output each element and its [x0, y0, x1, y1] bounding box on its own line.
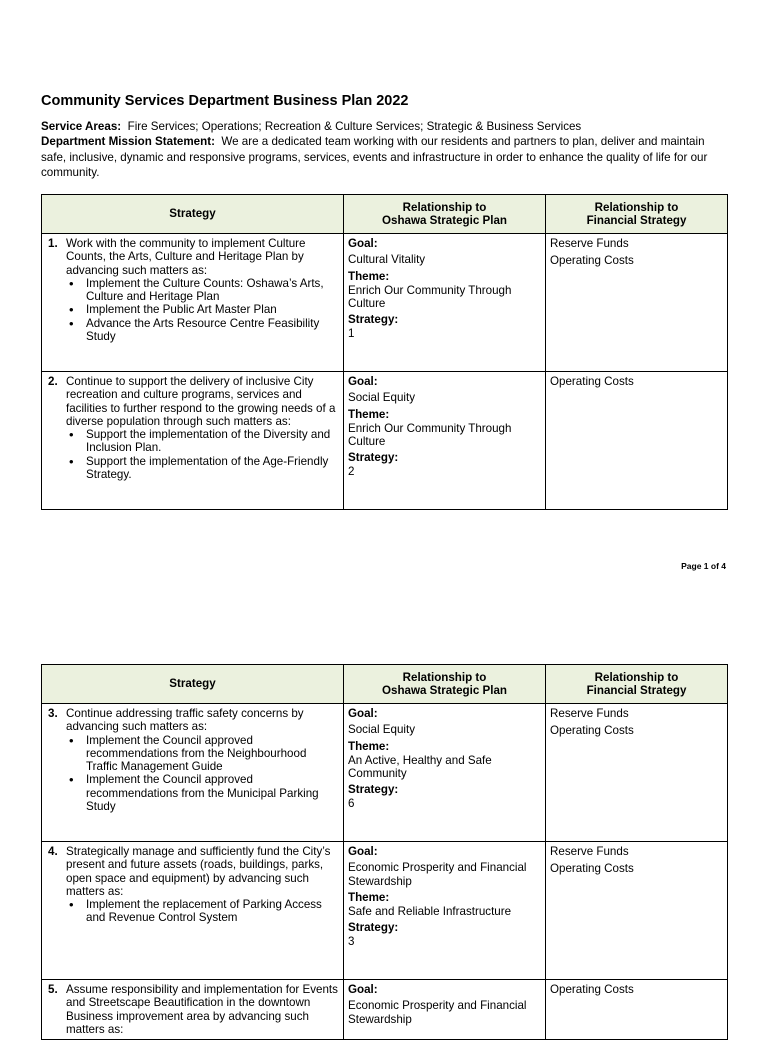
table-row [42, 842, 728, 980]
table-row [42, 234, 728, 372]
goal-value: Cultural Vitality [348, 253, 426, 267]
theme-label: Theme: [348, 269, 390, 283]
strategy-number: 4. [48, 845, 58, 858]
strategy-text: Assume responsibility and implementation for Events and Streetscape Beautification in the downtown Business improvement area by advancing such matters as: [66, 983, 338, 1036]
strategy-value: 3 [348, 934, 355, 948]
plan-cell [344, 372, 546, 510]
strategy-cell [42, 842, 344, 980]
strategy-cell [42, 704, 344, 842]
strategy-label: Strategy: [348, 313, 399, 327]
document-page-2 [0, 620, 768, 1036]
goal-label: Goal: [348, 983, 378, 996]
financial-cell [546, 234, 728, 372]
strategy-text: Work with the community to implement Culture Counts, the Arts, Culture and Heritage Plan by advancing such matters as: [66, 237, 306, 277]
theme-label: Theme: [348, 739, 390, 753]
header-relationship-financial: Relationship to Financial Strategy [546, 195, 728, 234]
header-relationship-plan: Relationship to Oshawa Strategic Plan [344, 665, 546, 704]
list-item: • Implement the Council approved recommendations from the Neighbourhood Traffic Management Guide [86, 734, 339, 774]
goal-label: Goal: [348, 375, 378, 388]
plan-cell [344, 842, 546, 980]
strategy-number: 2. [48, 375, 58, 388]
financial-item: Operating Costs [550, 254, 634, 268]
list-item: • Implement the Public Art Master Plan [86, 303, 339, 316]
strategy-cell [42, 372, 344, 510]
header-relationship-financial: Relationship to Financial Strategy [546, 665, 728, 704]
goal-value: Social Equity [348, 391, 416, 405]
strategy-number: 3. [48, 707, 58, 720]
financial-item: Reserve Funds [550, 845, 629, 858]
list-item: • Implement the Council approved recommendations from the Municipal Parking Study [86, 773, 339, 813]
goal-value: Economic Prosperity and Financial Stewardship [348, 999, 527, 1026]
header-strategy: Strategy [42, 195, 344, 234]
strategy-value: 1 [348, 326, 355, 340]
financial-cell [546, 704, 728, 842]
list-item: • Implement the replacement of Parking Access and Revenue Control System [86, 898, 339, 925]
strategy-cell [42, 980, 344, 1040]
strategy-text: Continue to support the delivery of inclusive City recreation and culture programs, services and facilities to further respond to the growing needs of a diverse population through such matters as: [66, 375, 336, 428]
header-relationship-plan: Relationship to Oshawa Strategic Plan [344, 195, 546, 234]
financial-item: Operating Costs [550, 983, 634, 996]
financial-item: Operating Costs [550, 375, 634, 388]
strategy-bullets [46, 428, 339, 481]
financial-item: Operating Costs [550, 862, 634, 876]
theme-label: Theme: [348, 890, 390, 904]
strategy-label: Strategy: [348, 783, 399, 797]
plan-cell [344, 704, 546, 842]
goal-label: Goal: [348, 845, 378, 858]
strategy-table-page-1 [41, 194, 728, 510]
strategy-bullets [46, 734, 339, 814]
list-item: • Support the implementation of the Diversity and Inclusion Plan. [86, 428, 339, 455]
theme-value: Enrich Our Community Through Culture [348, 421, 512, 449]
list-item: • Advance the Arts Resource Centre Feasibility Study [86, 317, 339, 344]
goal-label: Goal: [348, 237, 378, 250]
financial-item: Operating Costs [550, 724, 634, 738]
list-item: • Support the implementation of the Age-Friendly Strategy. [86, 455, 339, 482]
theme-value: Enrich Our Community Through Culture [348, 283, 512, 311]
theme-label: Theme: [348, 407, 390, 421]
theme-value: An Active, Healthy and Safe Community [348, 753, 492, 781]
strategy-text: Continue addressing traffic safety concerns by advancing such matters as: [66, 707, 304, 734]
list-item: • Implement the Culture Counts: Oshawa’s Arts, Culture and Heritage Plan [86, 277, 339, 304]
page-number: Page 1 of 4 [681, 561, 726, 571]
service-areas: Service Areas: Fire Services; Operations; Recreation & Culture Services; Strategic & Business Services [41, 120, 582, 133]
strategy-cell [42, 234, 344, 372]
theme-value: Safe and Reliable Infrastructure [348, 905, 512, 919]
header-strategy: Strategy [42, 665, 344, 704]
strategy-bullets [46, 277, 339, 343]
strategy-text: Strategically manage and sufficiently fund the City’s present and future assets (roads, buildings, parks, open space and equipment) by advancing such matters as: [66, 845, 331, 898]
table-row [42, 372, 728, 510]
strategy-label: Strategy: [348, 921, 399, 935]
table-row [42, 704, 728, 842]
goal-label: Goal: [348, 707, 378, 720]
strategy-number: 1. [48, 237, 58, 250]
strategy-value: 2 [348, 464, 355, 478]
table-header-row [42, 195, 728, 234]
mission-statement: Department Mission Statement: We are a dedicated team working with our residents and partners to plan, deliver and maintain safe, inclusive, dynamic and responsive programs, services, events and infrastructure in order to enhance the quality of life for our community. [41, 135, 708, 180]
financial-cell [546, 842, 728, 980]
financial-item: Reserve Funds [550, 237, 629, 250]
table-header-row [42, 665, 728, 704]
strategy-table-page-2 [41, 664, 728, 1040]
financial-cell [546, 980, 728, 1040]
goal-value: Economic Prosperity and Financial Stewardship [348, 861, 527, 888]
goal-value: Social Equity [348, 723, 416, 737]
strategy-bullets [46, 898, 339, 925]
strategy-number: 5. [48, 983, 58, 996]
financial-cell [546, 372, 728, 510]
plan-cell [344, 234, 546, 372]
document-title: Community Services Department Business Plan 2022 [41, 93, 409, 109]
department-header [41, 119, 731, 181]
plan-cell [344, 980, 546, 1040]
strategy-label: Strategy: [348, 451, 399, 465]
strategy-value: 6 [348, 796, 355, 810]
financial-item: Reserve Funds [550, 707, 629, 720]
table-row [42, 980, 728, 1040]
